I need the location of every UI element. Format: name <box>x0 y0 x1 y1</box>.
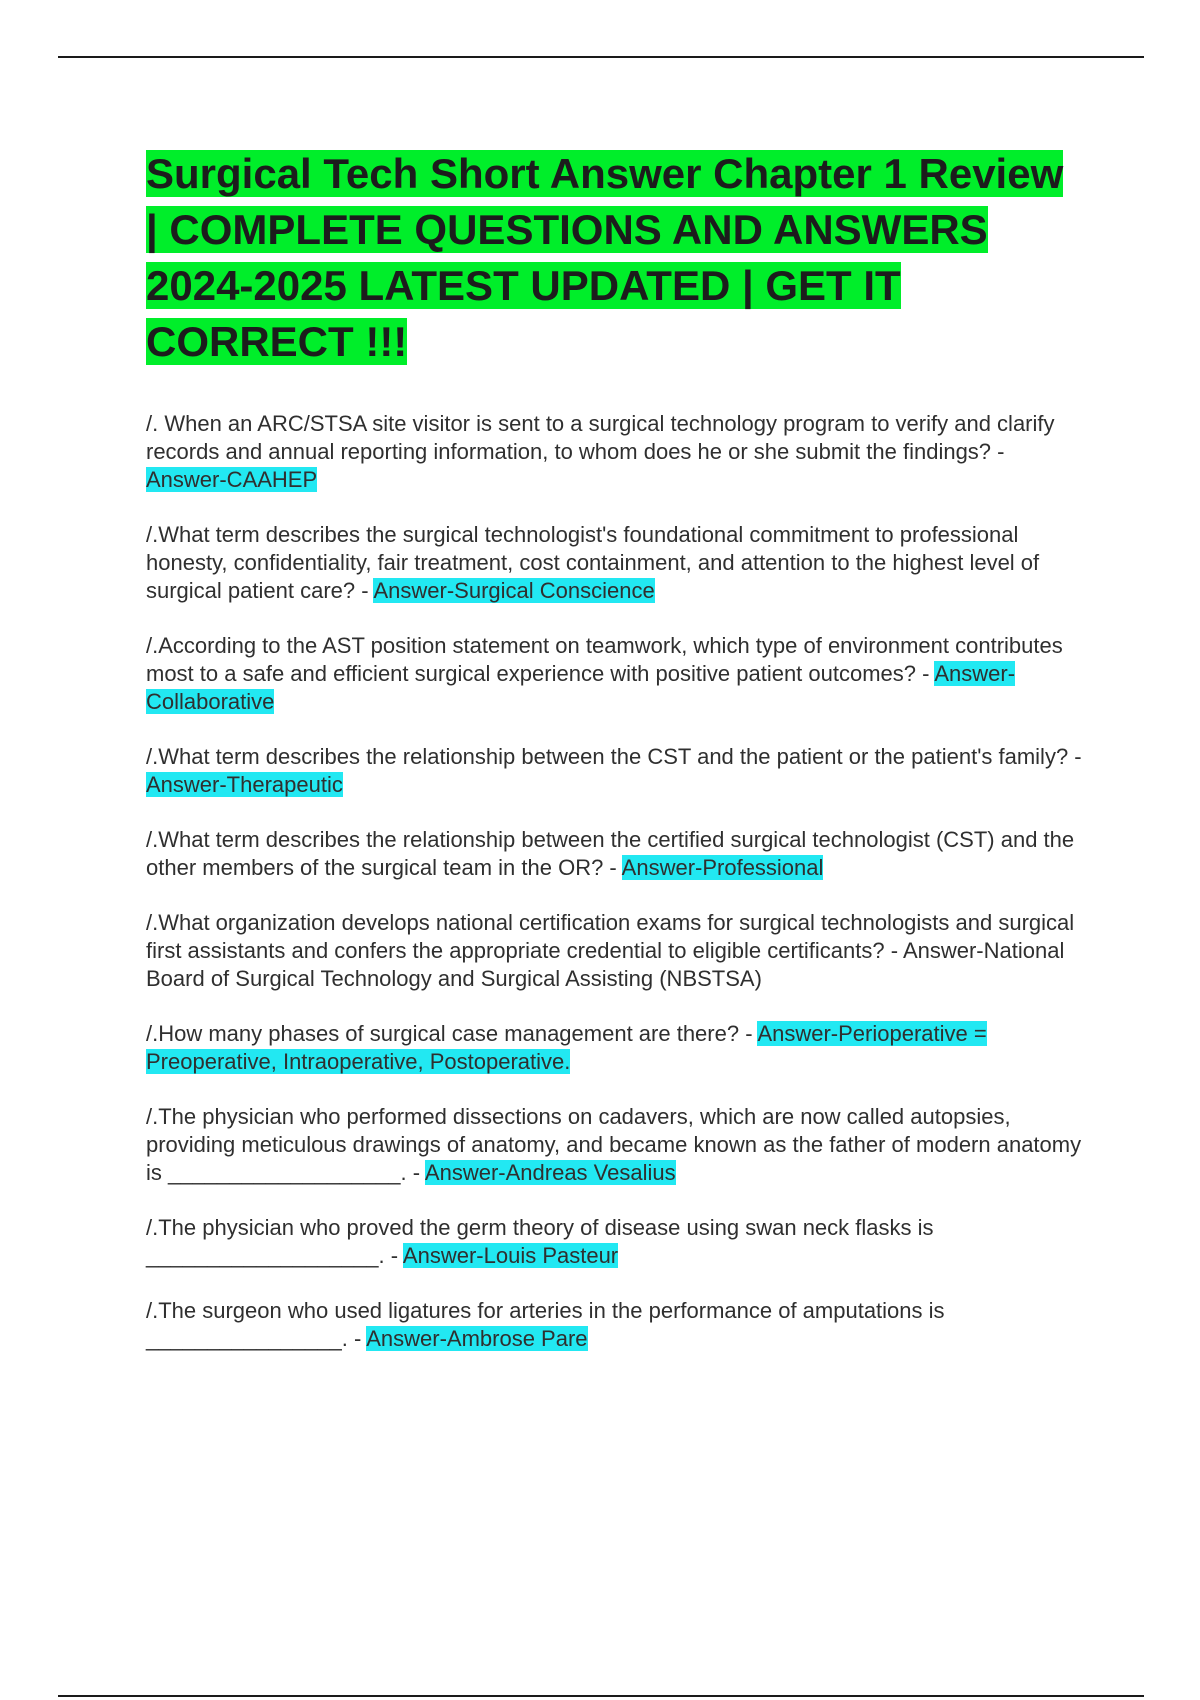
qa-item <box>146 909 1086 993</box>
qa-item <box>146 826 1086 882</box>
question-text: /.What term describes the surgical technologist's foundational commitment to professional honesty, confidentiality, fair treatment, cost containment, and attention to the highest level of surgical patient care? - <box>146 522 1040 603</box>
qa-item <box>146 410 1086 494</box>
answer-text: Answer-Andreas Vesalius <box>424 1160 676 1185</box>
question-text: /.The physician who performed dissections on cadavers, which are now called autopsies, providing meticulous drawings of anatomy, and became known as the father of modern anatomy is ___________________. - <box>146 1104 1082 1185</box>
document-title-text: Surgical Tech Short Answer Chapter 1 Review | COMPLETE QUESTIONS AND ANSWERS 2024-2025 LATEST UPDATED | GET IT CORRECT !!! <box>146 150 1064 365</box>
bottom-rule <box>58 1695 1144 1697</box>
answer-text: Answer-Collaborative <box>146 661 1016 714</box>
qa-item <box>146 1297 1086 1353</box>
qa-item <box>146 1214 1086 1270</box>
qa-item <box>146 1020 1086 1076</box>
qa-item <box>146 743 1086 799</box>
answer-text: Answer-Professional <box>621 855 824 880</box>
answer-text: Answer-National Board of Surgical Technology and Surgical Assisting (NBSTSA) <box>146 938 1065 991</box>
question-text: /.How many phases of surgical case management are there? - <box>146 1021 758 1046</box>
answer-text: Answer-CAAHEP <box>146 467 318 492</box>
question-text: /.The surgeon who used ligatures for arteries in the performance of amputations is ________________. - <box>146 1298 945 1351</box>
question-list <box>146 410 1086 1353</box>
qa-item <box>146 632 1086 716</box>
qa-item <box>146 1103 1086 1187</box>
answer-text: Answer-Perioperative = Preoperative, Intraoperative, Postoperative. <box>146 1021 987 1074</box>
question-text: /.What term describes the relationship between the CST and the patient or the patient's family? - <box>146 744 1082 769</box>
question-text: /.What term describes the relationship between the certified surgical technologist (CST) and the other members of the surgical team in the OR? - <box>146 827 1075 880</box>
answer-text: Answer-Surgical Conscience <box>373 578 655 603</box>
question-text: /.What organization develops national certification exams for surgical technologists and surgical first assistants and confers the appropriate credential to eligible certificants? - <box>146 910 1075 963</box>
question-text: /. When an ARC/STSA site visitor is sent to a surgical technology program to verify and clarify records and annual reporting information, to whom does he or she submit the findings? - <box>146 411 1055 464</box>
document-title <box>146 146 1086 370</box>
answer-text: Answer-Ambrose Pare <box>366 1326 588 1351</box>
answer-text: Answer-Therapeutic <box>146 772 343 797</box>
answer-text: Answer-Louis Pasteur <box>402 1243 619 1268</box>
question-text: /.The physician who proved the germ theory of disease using swan neck flasks is ___________________. - <box>146 1215 934 1268</box>
question-text: /.According to the AST position statement on teamwork, which type of environment contributes most to a safe and efficient surgical experience with positive patient outcomes? - <box>146 633 1063 686</box>
qa-item <box>146 521 1086 605</box>
top-rule <box>58 56 1144 58</box>
document-body <box>146 146 1086 1380</box>
